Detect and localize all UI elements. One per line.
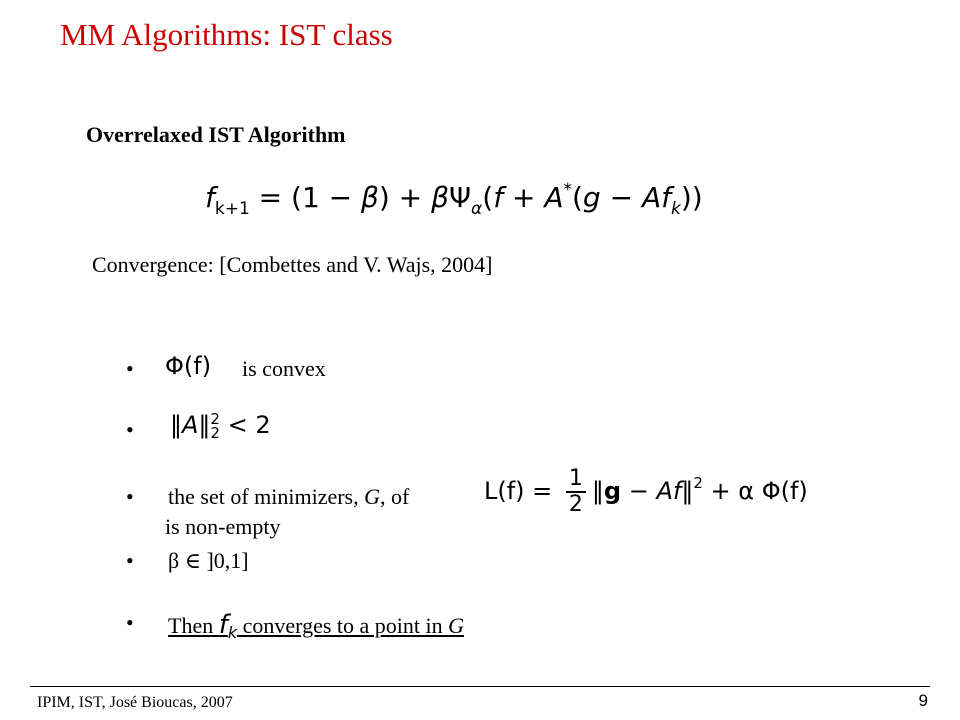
operator-norm-condition: ‖A‖ 2 2 < 2	[170, 410, 271, 442]
slide-title: MM Algorithms: IST class	[60, 17, 393, 52]
minimizers-text: the set of minimizers, G, of	[168, 484, 410, 509]
convergence-reference: Convergence: [Combettes and V. Wajs, 2004]	[92, 252, 493, 277]
phi-of-f-math: Φ(f)	[165, 352, 212, 380]
section-heading: Overrelaxed IST Algorithm	[86, 122, 346, 147]
convex-condition-text: is convex	[242, 356, 326, 381]
update-equation: $f_{k+1} = (1 - \beta) + \beta\Psi_\alpha(f + A^*(g - Af_k))$	[205, 180, 703, 219]
footer-divider	[30, 686, 930, 687]
bullet-marker: •	[126, 548, 134, 573]
bullet-marker: •	[126, 356, 134, 381]
conclusion-text: Then $f_k$ converges to a point in G	[168, 610, 465, 643]
bullet-marker: •	[126, 610, 134, 635]
bullet-marker: •	[126, 417, 134, 442]
page-number: 9	[918, 691, 928, 710]
beta-range-condition: β ∈ ]0,1]	[168, 548, 249, 573]
footer-credit: IPIM, IST, José Bioucas, 2007	[37, 694, 233, 711]
objective-function: L(f) = $\frac{1}{2}$ ‖g − Af‖$^2$ + α Φ(f)	[484, 466, 808, 517]
non-empty-text: is non-empty	[165, 514, 281, 539]
bullet-marker: •	[126, 484, 134, 509]
